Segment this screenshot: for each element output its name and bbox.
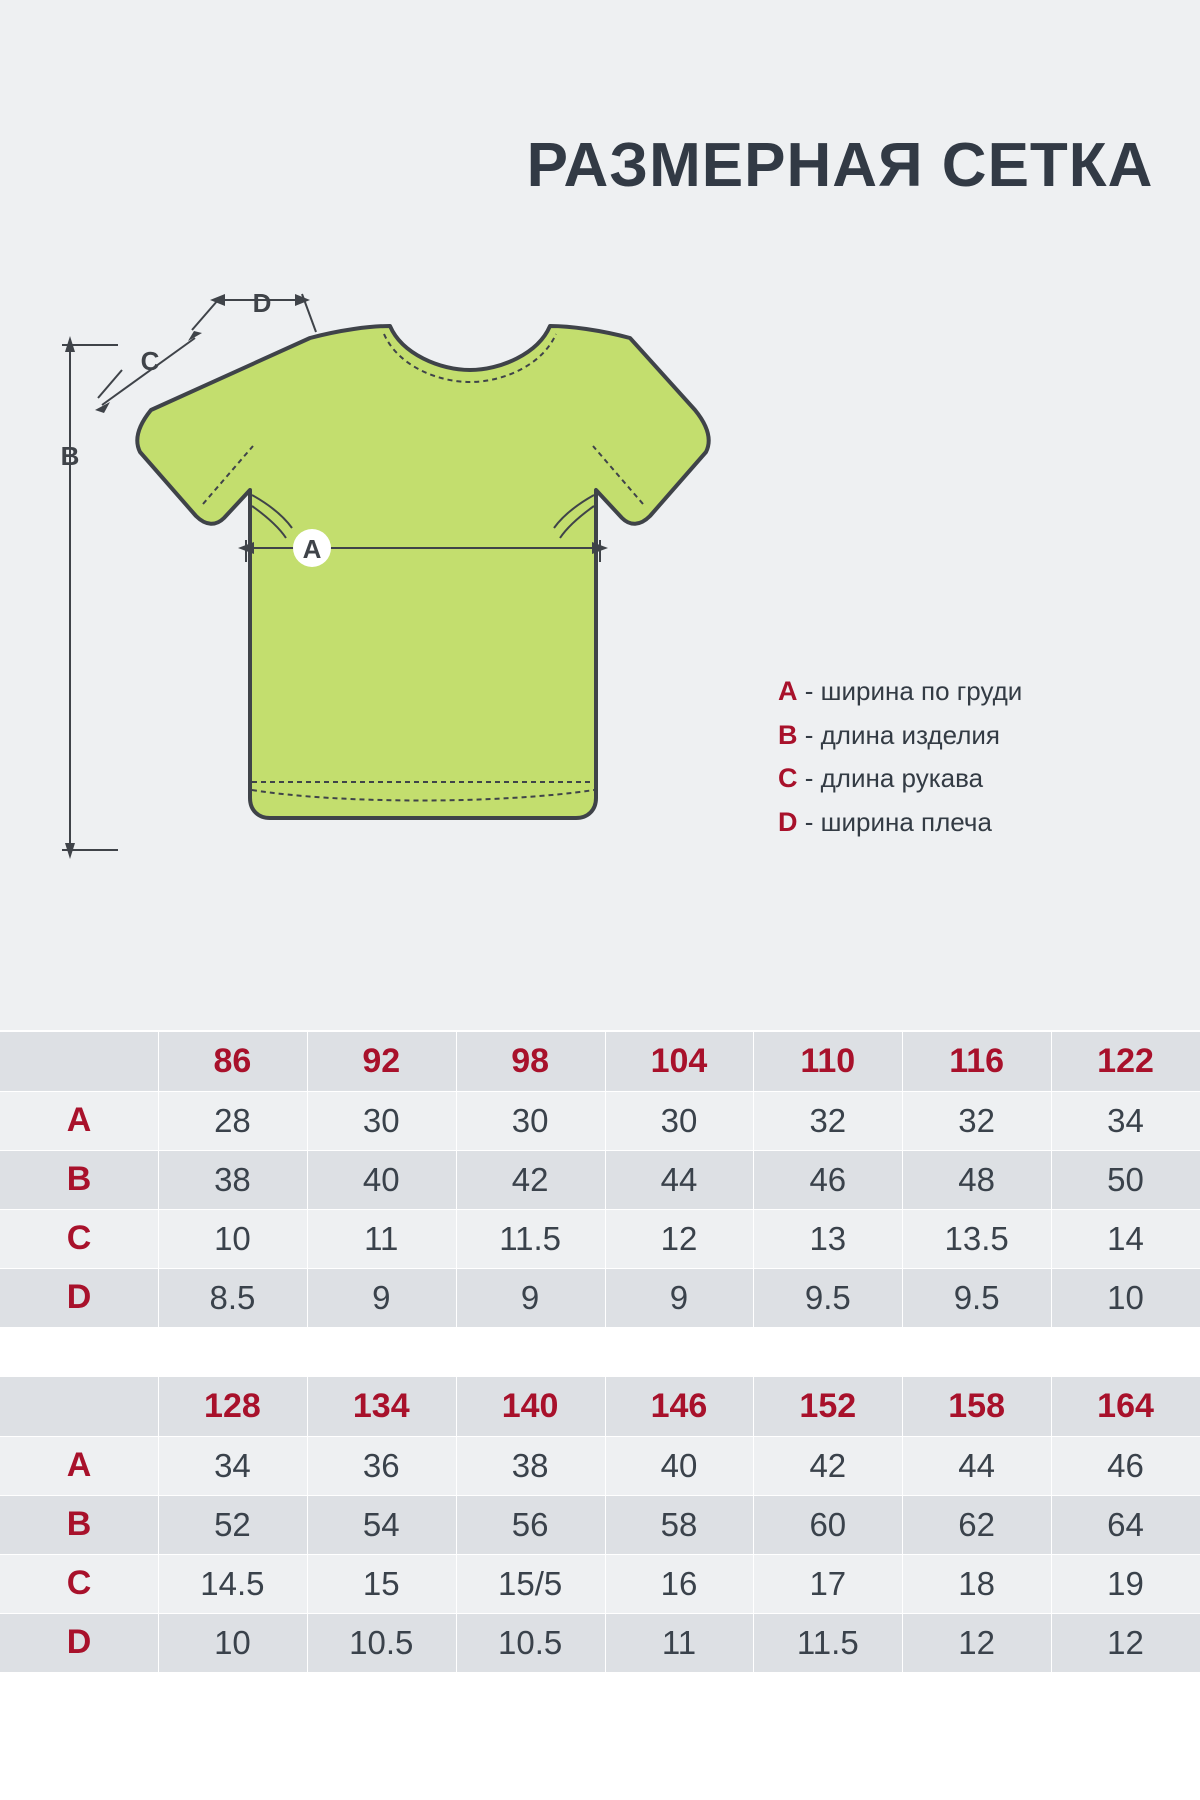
- table2-cell: 54: [307, 1495, 456, 1554]
- table1-cell: 12: [605, 1209, 754, 1268]
- table2-cell: 60: [753, 1495, 902, 1554]
- label-d: [253, 290, 272, 318]
- table2-cell: 10.5: [307, 1613, 456, 1672]
- label-b: [61, 441, 80, 471]
- table2-cell: 11.5: [753, 1613, 902, 1672]
- table2-cell: 56: [456, 1495, 605, 1554]
- table2-cell: 34: [158, 1436, 307, 1495]
- table1-cell: 14: [1051, 1209, 1200, 1268]
- label-c: [141, 346, 160, 376]
- table1-row-label: A: [0, 1091, 158, 1150]
- table1-cell: 9.5: [753, 1268, 902, 1327]
- table2-cell: 58: [605, 1495, 754, 1554]
- size-table-2: [0, 1377, 1200, 1672]
- legend-text-d: ширина плеча: [820, 807, 992, 838]
- table2-size-header: 128: [158, 1377, 307, 1436]
- table2-size-header: 146: [605, 1377, 754, 1436]
- table2-cell: 10.5: [456, 1613, 605, 1672]
- table2-row-label: A: [0, 1436, 158, 1495]
- size-table-1: [0, 1032, 1200, 1327]
- label-a-text: A: [302, 534, 322, 564]
- table1-cell: 42: [456, 1150, 605, 1209]
- table1-cell: 34: [1051, 1091, 1200, 1150]
- table1-size-header: 116: [902, 1032, 1051, 1091]
- table1-cell: 48: [902, 1150, 1051, 1209]
- table1-cell: 11: [307, 1209, 456, 1268]
- legend-dash-a: -: [804, 676, 814, 706]
- table2-cell: 18: [902, 1554, 1051, 1613]
- table2-cell: 17: [753, 1554, 902, 1613]
- legend-dash-d: -: [804, 807, 814, 838]
- table2-cell: 62: [902, 1495, 1051, 1554]
- table1-cell: 9: [456, 1268, 605, 1327]
- table1-cell: 10: [158, 1209, 307, 1268]
- table2-cell: 64: [1051, 1495, 1200, 1554]
- legend-key-a: A: [778, 676, 798, 706]
- legend-key-c: C: [778, 763, 798, 794]
- table-row: [0, 1554, 1200, 1613]
- table1-corner: [0, 1032, 158, 1091]
- table-row: [0, 1495, 1200, 1554]
- table2-cell: 16: [605, 1554, 754, 1613]
- table2-cell: 52: [158, 1495, 307, 1554]
- table1-row-label: B: [0, 1150, 158, 1209]
- table-row: [0, 1150, 1200, 1209]
- table1-cell: 30: [456, 1091, 605, 1150]
- table1-cell: 8.5: [158, 1268, 307, 1327]
- table-row: [0, 1436, 1200, 1495]
- table1-size-header: 110: [753, 1032, 902, 1091]
- table-row: [0, 1032, 1200, 1091]
- table1-cell: 13: [753, 1209, 902, 1268]
- table2-cell: 15/5: [456, 1554, 605, 1613]
- legend-dash-b: -: [804, 719, 814, 750]
- table1-cell: 10: [1051, 1268, 1200, 1327]
- table-row: [0, 1209, 1200, 1268]
- table1-cell: 38: [158, 1150, 307, 1209]
- table1-size-header: 86: [158, 1032, 307, 1091]
- table1-cell: 11.5: [456, 1209, 605, 1268]
- table2-cell: 44: [902, 1436, 1051, 1495]
- table1-cell: 9: [605, 1268, 754, 1327]
- table1-cell: 30: [605, 1091, 754, 1150]
- table1-size-header: 104: [605, 1032, 754, 1091]
- table2-cell: 12: [902, 1613, 1051, 1672]
- table2-cell: 14.5: [158, 1554, 307, 1613]
- legend-text-c: длина рукава: [820, 763, 984, 794]
- label-a: [293, 529, 331, 567]
- legend-key-b: B: [778, 719, 798, 750]
- table1-size-header: 92: [307, 1032, 456, 1091]
- table2-size-header: 152: [753, 1377, 902, 1436]
- label-c-text: C: [140, 346, 160, 376]
- table2-size-header: 164: [1051, 1377, 1200, 1436]
- tshirt-shape: [137, 326, 708, 818]
- table2-cell: 38: [456, 1436, 605, 1495]
- table2-cell: 40: [605, 1436, 754, 1495]
- table2-row-label: C: [0, 1554, 158, 1613]
- table1-cell: 40: [307, 1150, 456, 1209]
- table2-corner: [0, 1377, 158, 1436]
- page-title: РАЗМЕРНАЯ СЕТКА: [526, 131, 1154, 200]
- table2-cell: 42: [753, 1436, 902, 1495]
- table2-row-label: B: [0, 1495, 158, 1554]
- table2-size-header: 134: [307, 1377, 456, 1436]
- table2-cell: 12: [1051, 1613, 1200, 1672]
- table1-row-label: D: [0, 1268, 158, 1327]
- table1-size-header: 98: [456, 1032, 605, 1091]
- legend-dash-c: -: [804, 763, 814, 794]
- table2-cell: 11: [605, 1613, 754, 1672]
- table2-row-label: D: [0, 1613, 158, 1672]
- dimension-b: [62, 336, 118, 859]
- legend-text-a: ширина по груди: [820, 676, 1023, 706]
- table1-cell: 32: [753, 1091, 902, 1150]
- table2-cell: 46: [1051, 1436, 1200, 1495]
- table1-cell: 44: [605, 1150, 754, 1209]
- table2-cell: 36: [307, 1436, 456, 1495]
- table1-cell: 9.5: [902, 1268, 1051, 1327]
- table-row: [0, 1091, 1200, 1150]
- table1-cell: 28: [158, 1091, 307, 1150]
- legend-key-d: D: [778, 807, 798, 838]
- table-row: [0, 1377, 1200, 1436]
- legend-item-c: [778, 757, 1022, 801]
- table1-cell: 30: [307, 1091, 456, 1150]
- table2-cell: 19: [1051, 1554, 1200, 1613]
- legend-item-a: [778, 670, 1022, 714]
- legend: [778, 670, 1022, 845]
- legend-item-d: [778, 801, 1022, 845]
- legend-item-b: [778, 714, 1022, 758]
- table2-cell: 10: [158, 1613, 307, 1672]
- table1-cell: 50: [1051, 1150, 1200, 1209]
- table1-cell: 9: [307, 1268, 456, 1327]
- table2-cell: 15: [307, 1554, 456, 1613]
- label-d-text: D: [252, 290, 272, 318]
- legend-text-b: длина изделия: [820, 719, 1000, 750]
- table-row: [0, 1268, 1200, 1327]
- table-row: [0, 1613, 1200, 1672]
- table1-cell: 32: [902, 1091, 1051, 1150]
- label-b-text: B: [60, 441, 80, 471]
- table2-size-header: 140: [456, 1377, 605, 1436]
- tshirt-diagram: [40, 290, 800, 910]
- table1-size-header: 122: [1051, 1032, 1200, 1091]
- table1-row-label: C: [0, 1209, 158, 1268]
- table1-cell: 46: [753, 1150, 902, 1209]
- table2-size-header: 158: [902, 1377, 1051, 1436]
- table1-cell: 13.5: [902, 1209, 1051, 1268]
